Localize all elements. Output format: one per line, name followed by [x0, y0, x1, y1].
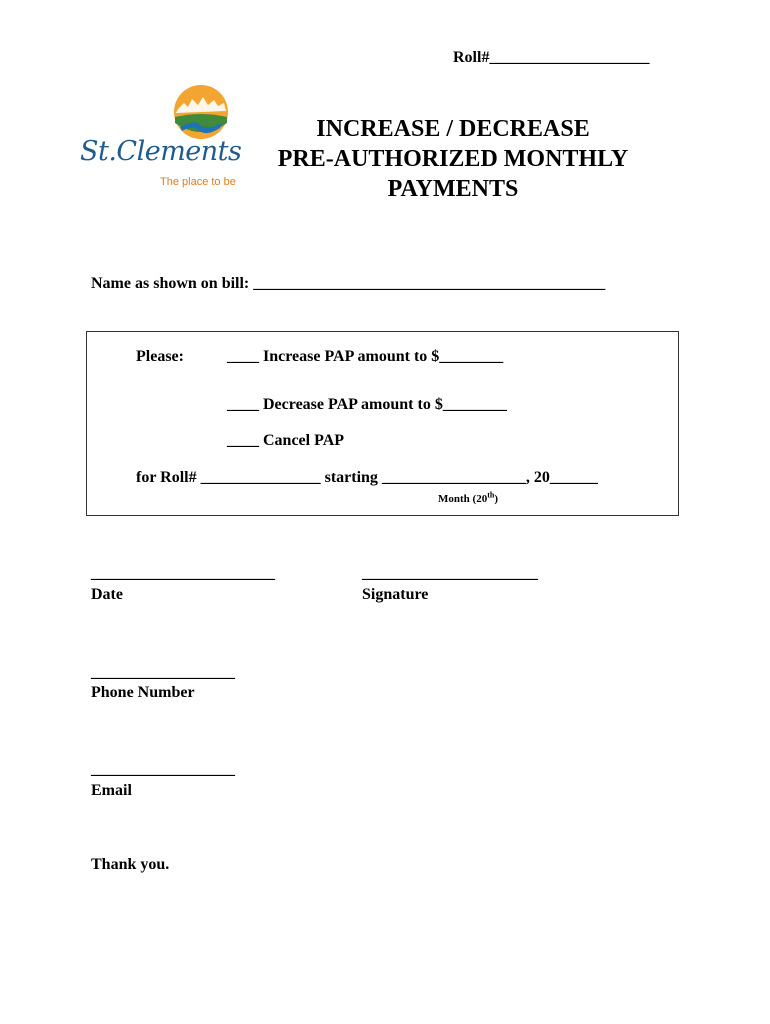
thank-you-text: Thank you.	[91, 856, 170, 873]
sun-village-emblem-icon	[170, 83, 232, 141]
title-line-1: INCREASE / DECREASE	[316, 116, 590, 142]
logo-tagline: The place to be	[160, 176, 236, 188]
logo-wordmark: St.Clements	[80, 136, 242, 167]
title-line-2: PRE-AUTHORIZED MONTHLY	[277, 146, 629, 172]
name-on-bill-field[interactable]: Name as shown on bill: ____________________________________________	[91, 275, 606, 292]
form-title	[268, 114, 638, 204]
signature-label: Signature	[362, 586, 429, 603]
st-clements-logo	[76, 83, 246, 193]
increase-pap-option[interactable]: ____ Increase PAP amount to $________	[227, 348, 504, 365]
phone-line[interactable]: __________________	[91, 664, 235, 681]
date-label: Date	[91, 586, 123, 603]
cancel-pap-option[interactable]: ____ Cancel PAP	[227, 432, 345, 449]
decrease-pap-option[interactable]: ____ Decrease PAP amount to $________	[227, 396, 507, 413]
please-label: Please:	[136, 348, 184, 365]
month-note: Month (20th)	[438, 490, 498, 505]
title-line-3: PAYMENTS	[387, 176, 519, 202]
email-line[interactable]: __________________	[91, 761, 235, 778]
roll-starting-field[interactable]: for Roll# _______________ starting __________________, 20______	[136, 469, 598, 486]
email-label: Email	[91, 782, 132, 799]
date-line[interactable]: _______________________	[91, 565, 275, 582]
roll-number-field[interactable]: Roll#____________________	[453, 49, 650, 66]
signature-line[interactable]: ______________________	[362, 565, 538, 582]
phone-label: Phone Number	[91, 684, 195, 701]
